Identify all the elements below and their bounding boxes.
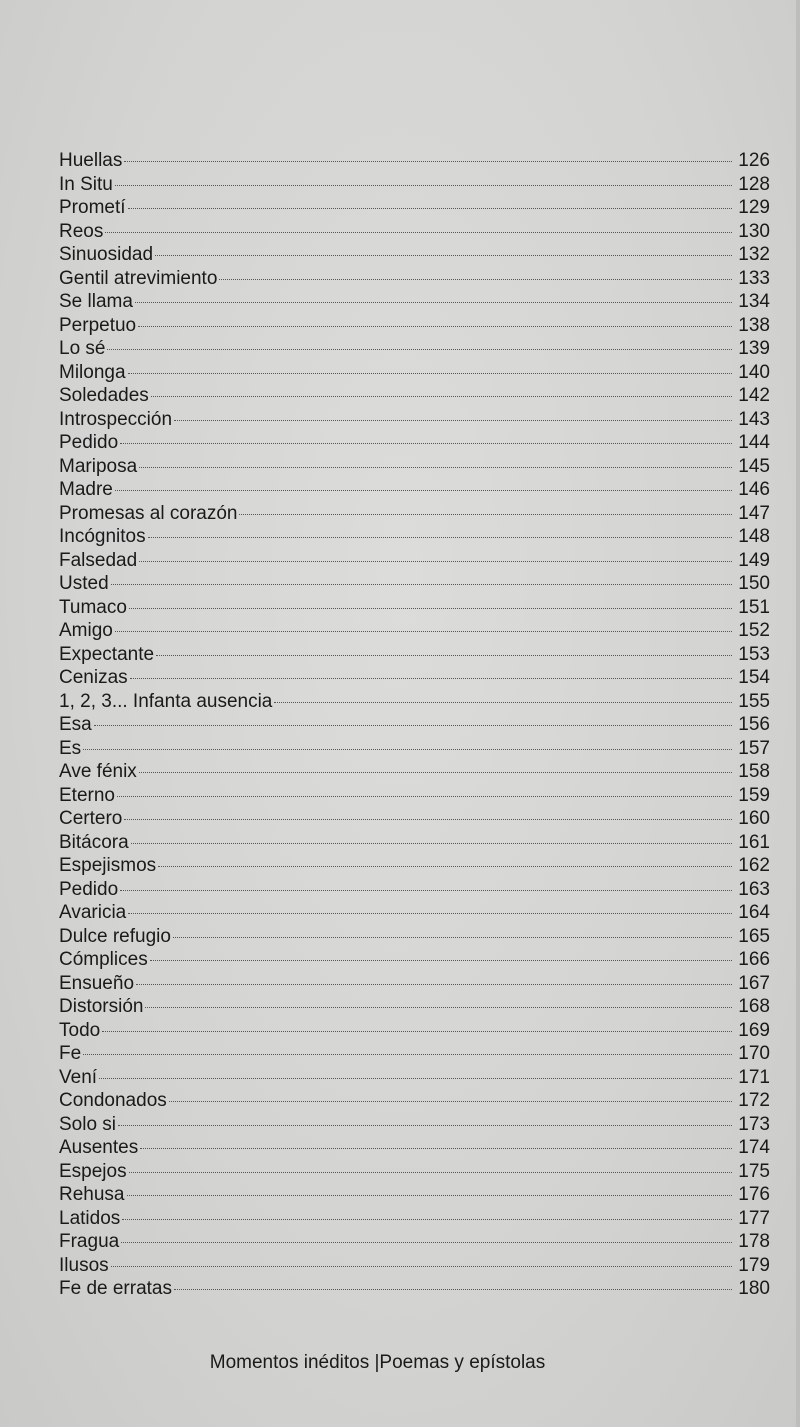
dot-leader bbox=[120, 443, 732, 444]
dot-leader bbox=[145, 1007, 732, 1008]
toc-entry-page-number: 126 bbox=[738, 150, 770, 171]
toc-entry-title: Fe bbox=[59, 1043, 82, 1064]
toc-entry-title: Cenizas bbox=[59, 667, 128, 688]
toc-entry bbox=[59, 173, 770, 197]
toc-entry-title: Bitácora bbox=[59, 831, 129, 853]
toc-entry bbox=[59, 596, 770, 620]
toc-entry bbox=[59, 1254, 770, 1278]
toc-entry bbox=[59, 384, 770, 408]
toc-entry-page-number: 164 bbox=[738, 902, 770, 923]
toc-entry-title: Avaricia bbox=[59, 902, 127, 923]
toc-entry-title: Vení bbox=[59, 1066, 98, 1088]
toc-entry-title: Fe de erratas bbox=[59, 1278, 172, 1299]
toc-entry-page-number: 177 bbox=[738, 1207, 770, 1229]
toc-entry bbox=[59, 290, 770, 314]
dot-leader bbox=[99, 1078, 732, 1079]
dot-leader bbox=[102, 1031, 732, 1032]
toc-entry bbox=[59, 361, 770, 385]
toc-entry-page-number: 173 bbox=[738, 1113, 770, 1135]
dot-leader bbox=[274, 702, 732, 703]
toc-entry-title: Ausentes bbox=[59, 1137, 139, 1158]
toc-entry bbox=[59, 337, 770, 361]
dot-leader bbox=[131, 843, 732, 844]
toc-entry-title: Ave fénix bbox=[59, 761, 137, 782]
toc-entry bbox=[59, 525, 770, 549]
toc-entry-page-number: 145 bbox=[738, 455, 770, 477]
page-edge bbox=[796, 0, 800, 1427]
toc-entry bbox=[59, 901, 770, 925]
dot-leader bbox=[111, 584, 732, 585]
toc-entry bbox=[59, 925, 770, 949]
toc-entry-page-number: 150 bbox=[738, 573, 770, 594]
toc-entry-title: Solo si bbox=[59, 1113, 117, 1135]
toc-entry-page-number: 174 bbox=[738, 1137, 770, 1158]
toc-entry-title: Usted bbox=[59, 573, 109, 594]
toc-entry bbox=[59, 948, 770, 972]
toc-entry-title: Gentil atrevimiento bbox=[59, 267, 218, 289]
toc-entry-page-number: 159 bbox=[738, 784, 770, 806]
toc-entry-page-number: 163 bbox=[738, 878, 770, 900]
toc-entry-page-number: 130 bbox=[738, 220, 770, 242]
dot-leader bbox=[120, 890, 732, 891]
toc-entry-title: Espejos bbox=[59, 1160, 127, 1182]
toc-entry-title: Cómplices bbox=[59, 949, 148, 970]
toc-entry-page-number: 149 bbox=[738, 549, 770, 571]
toc-entry-title: Lo sé bbox=[59, 338, 106, 359]
dot-leader bbox=[128, 373, 732, 374]
toc-entry-title: Esa bbox=[59, 714, 92, 735]
toc-entry-page-number: 161 bbox=[738, 831, 770, 853]
toc-entry-title: Dulce refugio bbox=[59, 925, 171, 947]
dot-leader bbox=[139, 772, 732, 773]
toc-entry-page-number: 139 bbox=[738, 338, 770, 359]
toc-entry-page-number: 153 bbox=[738, 643, 770, 665]
dot-leader bbox=[121, 1242, 732, 1243]
toc-entry bbox=[59, 1183, 770, 1207]
toc-entry-page-number: 176 bbox=[738, 1184, 770, 1205]
dot-leader bbox=[148, 537, 732, 538]
toc-entry-page-number: 155 bbox=[738, 690, 770, 712]
toc-entry bbox=[59, 572, 770, 596]
dot-leader bbox=[124, 161, 732, 162]
toc-entry-page-number: 158 bbox=[738, 761, 770, 782]
toc-entry-page-number: 162 bbox=[738, 855, 770, 876]
toc-entry bbox=[59, 666, 770, 690]
dot-leader bbox=[128, 913, 732, 914]
toc-entry-title: Incógnitos bbox=[59, 526, 146, 547]
toc-entry bbox=[59, 1160, 770, 1184]
dot-leader bbox=[129, 1172, 732, 1173]
toc-entry bbox=[59, 831, 770, 855]
toc-entry-page-number: 134 bbox=[738, 291, 770, 312]
toc-entry-page-number: 169 bbox=[738, 1019, 770, 1041]
toc-entry-page-number: 167 bbox=[738, 972, 770, 994]
dot-leader bbox=[124, 819, 732, 820]
toc-entry bbox=[59, 549, 770, 573]
toc-entry-page-number: 147 bbox=[738, 502, 770, 524]
dot-leader bbox=[128, 208, 732, 209]
toc-entry-title: Todo bbox=[59, 1019, 101, 1041]
dot-leader bbox=[83, 749, 732, 750]
toc-entry bbox=[59, 243, 770, 267]
toc-entry-title: Milonga bbox=[59, 361, 126, 383]
toc-entry bbox=[59, 478, 770, 502]
dot-leader bbox=[115, 490, 732, 491]
toc-entry-title: Perpetuo bbox=[59, 314, 137, 336]
toc-entry bbox=[59, 1019, 770, 1043]
toc-entry bbox=[59, 807, 770, 831]
toc-entry-page-number: 144 bbox=[738, 432, 770, 453]
toc-entry bbox=[59, 643, 770, 667]
toc-entry bbox=[59, 713, 770, 737]
toc-entry-page-number: 156 bbox=[738, 714, 770, 735]
toc-entry-title: Eterno bbox=[59, 784, 115, 806]
dot-leader bbox=[155, 255, 732, 256]
toc-entry-title: Sinuosidad bbox=[59, 244, 154, 265]
running-footer: Momentos inéditos |Poemas y epístolas bbox=[209, 1352, 546, 1373]
toc-entry-title: Se llama bbox=[59, 291, 133, 312]
dot-leader bbox=[156, 655, 732, 656]
toc-entry-title: Pedido bbox=[59, 878, 119, 900]
toc-entry-title: Ilusos bbox=[59, 1254, 109, 1276]
toc-entry-page-number: 146 bbox=[738, 479, 770, 500]
toc-entry-title: Promesas al corazón bbox=[59, 502, 238, 524]
dot-leader bbox=[107, 349, 732, 350]
toc-entry bbox=[59, 502, 770, 526]
toc-entry-page-number: 138 bbox=[738, 314, 770, 336]
dot-leader bbox=[174, 420, 732, 421]
dot-leader bbox=[158, 866, 732, 867]
toc-entry-page-number: 148 bbox=[738, 526, 770, 547]
toc-entry bbox=[59, 1089, 770, 1113]
toc-entry bbox=[59, 455, 770, 479]
dot-leader bbox=[127, 1195, 733, 1196]
toc-entry-title: Falsedad bbox=[59, 549, 138, 571]
dot-leader bbox=[139, 561, 732, 562]
dot-leader bbox=[239, 514, 732, 515]
dot-leader bbox=[122, 1219, 732, 1220]
toc-entry-page-number: 142 bbox=[738, 385, 770, 406]
toc-entry bbox=[59, 1042, 770, 1066]
toc-entry bbox=[59, 854, 770, 878]
toc-entry-page-number: 132 bbox=[738, 244, 770, 265]
toc-entry-title: Introspección bbox=[59, 408, 173, 430]
toc-entry-page-number: 140 bbox=[738, 361, 770, 383]
toc-entry bbox=[59, 878, 770, 902]
toc-entry-page-number: 165 bbox=[738, 925, 770, 947]
toc-entry bbox=[59, 619, 770, 643]
dot-leader bbox=[111, 1266, 732, 1267]
toc-entry-page-number: 129 bbox=[738, 197, 770, 218]
toc-entry-title: Amigo bbox=[59, 620, 113, 641]
toc-entry-title: Es bbox=[59, 737, 82, 759]
toc-entry-title: Expectante bbox=[59, 643, 155, 665]
toc-entry-title: Tumaco bbox=[59, 596, 127, 618]
toc-entry bbox=[59, 1113, 770, 1137]
toc-entry-title: Condonados bbox=[59, 1090, 167, 1111]
toc-entry-title: Espejismos bbox=[59, 855, 157, 876]
toc-entry-page-number: 175 bbox=[738, 1160, 770, 1182]
toc-entry-title: Madre bbox=[59, 479, 113, 500]
toc-entry-title: Distorsión bbox=[59, 996, 144, 1017]
toc-entry bbox=[59, 972, 770, 996]
dot-leader bbox=[129, 608, 732, 609]
toc-entry-page-number: 172 bbox=[738, 1090, 770, 1111]
toc-entry-page-number: 170 bbox=[738, 1043, 770, 1064]
toc-entry bbox=[59, 784, 770, 808]
dot-leader bbox=[83, 1054, 732, 1055]
toc-entry bbox=[59, 690, 770, 714]
toc-entry bbox=[59, 1277, 770, 1301]
dot-leader bbox=[130, 678, 732, 679]
dot-leader bbox=[136, 984, 732, 985]
toc-entry-title: Reos bbox=[59, 220, 104, 242]
dot-leader bbox=[219, 279, 732, 280]
toc-entry bbox=[59, 1207, 770, 1231]
toc-entry-page-number: 179 bbox=[738, 1254, 770, 1276]
toc-entry-title: 1, 2, 3... Infanta ausencia bbox=[59, 690, 273, 712]
dot-leader bbox=[169, 1101, 732, 1102]
toc-entry-page-number: 178 bbox=[738, 1231, 770, 1252]
toc-entry bbox=[59, 760, 770, 784]
toc-entry-title: Mariposa bbox=[59, 455, 138, 477]
dot-leader bbox=[117, 796, 732, 797]
toc-entry-title: Latidos bbox=[59, 1207, 121, 1229]
dot-leader bbox=[118, 1125, 732, 1126]
toc-entry bbox=[59, 314, 770, 338]
dot-leader bbox=[151, 396, 732, 397]
toc-entry-page-number: 171 bbox=[738, 1066, 770, 1088]
dot-leader bbox=[138, 326, 732, 327]
toc-entry-page-number: 160 bbox=[738, 808, 770, 829]
toc-entry-page-number: 128 bbox=[738, 173, 770, 195]
toc-entry bbox=[59, 267, 770, 291]
dot-leader bbox=[135, 302, 732, 303]
toc-entry-page-number: 157 bbox=[738, 737, 770, 759]
toc-entry-title: Soledades bbox=[59, 385, 149, 406]
dot-leader bbox=[105, 232, 732, 233]
toc-entry-title: Fragua bbox=[59, 1231, 120, 1252]
toc-entry bbox=[59, 408, 770, 432]
toc-entry bbox=[59, 1230, 770, 1254]
toc-entry-title: Certero bbox=[59, 808, 123, 829]
toc-entry bbox=[59, 196, 770, 220]
dot-leader bbox=[140, 1148, 732, 1149]
toc-entry bbox=[59, 737, 770, 761]
toc-entry-page-number: 180 bbox=[738, 1278, 770, 1299]
toc-entry bbox=[59, 431, 770, 455]
dot-leader bbox=[115, 185, 732, 186]
dot-leader bbox=[139, 467, 732, 468]
toc-entry-page-number: 152 bbox=[738, 620, 770, 641]
toc-entry-title: Prometí bbox=[59, 197, 126, 218]
toc-entry-title: Huellas bbox=[59, 150, 123, 171]
toc-entry-page-number: 166 bbox=[738, 949, 770, 970]
toc-entry-page-number: 143 bbox=[738, 408, 770, 430]
dot-leader bbox=[115, 631, 732, 632]
toc-entry-page-number: 154 bbox=[738, 667, 770, 688]
toc-entry bbox=[59, 1066, 770, 1090]
toc-entry bbox=[59, 149, 770, 173]
toc-entry-page-number: 151 bbox=[738, 596, 770, 618]
toc-entry-page-number: 133 bbox=[738, 267, 770, 289]
toc-entry-title: Ensueño bbox=[59, 972, 135, 994]
dot-leader bbox=[174, 1289, 732, 1290]
toc-entry-title: Rehusa bbox=[59, 1184, 125, 1205]
toc-entry bbox=[59, 1136, 770, 1160]
toc-entry-title: Pedido bbox=[59, 432, 119, 453]
dot-leader bbox=[173, 937, 732, 938]
toc-entry-page-number: 168 bbox=[738, 996, 770, 1017]
toc-entry-title: In Situ bbox=[59, 173, 113, 195]
dot-leader bbox=[94, 725, 732, 726]
table-of-contents bbox=[59, 149, 770, 1301]
toc-entry bbox=[59, 220, 770, 244]
toc-entry bbox=[59, 995, 770, 1019]
dot-leader bbox=[150, 960, 732, 961]
